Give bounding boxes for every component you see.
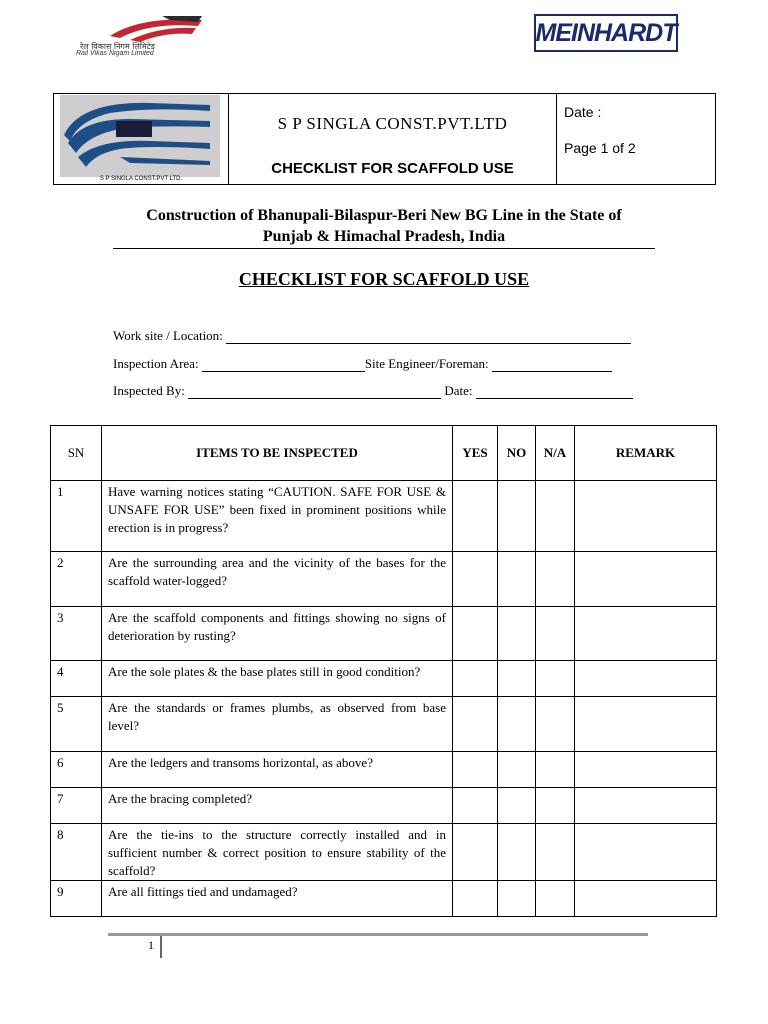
col-header-remark: REMARK xyxy=(575,426,717,481)
table-row xyxy=(51,788,717,824)
inspection-area-field[interactable] xyxy=(202,359,365,372)
col-header-no: NO xyxy=(498,426,536,481)
na-cell[interactable] xyxy=(536,824,575,881)
site-engineer-field[interactable] xyxy=(492,359,612,372)
company-logo xyxy=(60,95,220,177)
header-title-cell xyxy=(229,94,557,184)
table-row xyxy=(51,552,717,607)
project-title-line1: Construction of Bhanupali-Bilaspur-Beri New BG Line in the State of xyxy=(146,207,622,224)
header-subtitle: CHECKLIST FOR SCAFFOLD USE xyxy=(271,160,514,177)
row-sn: 2 xyxy=(51,552,102,607)
na-cell[interactable] xyxy=(536,788,575,824)
table-row xyxy=(51,481,717,552)
header-date-label: Date : xyxy=(564,104,602,120)
rvnl-logo-text: रेल विकास निगम लिमिटेड xyxy=(80,42,155,51)
row-item: Are the tie-ins to the structure correctly installed and in sufficient number & correct position to ensure stability of the scaffold? xyxy=(102,824,453,881)
header-page-label: Page 1 of 2 xyxy=(564,140,636,156)
remark-cell[interactable] xyxy=(575,607,717,661)
table-row xyxy=(51,607,717,661)
row-item: Are the standards or frames plumbs, as observed from base level? xyxy=(102,697,453,752)
remark-cell[interactable] xyxy=(575,661,717,697)
meinhardt-logo xyxy=(534,14,678,52)
footer-page-number: 1 xyxy=(148,938,154,952)
rvnl-emblem-icon xyxy=(70,14,215,44)
remark-cell[interactable] xyxy=(575,481,717,552)
site-engineer-label: Site Engineer/Foreman: xyxy=(364,356,489,371)
table-row xyxy=(51,824,717,881)
no-cell[interactable] xyxy=(498,661,536,697)
rvnl-logo xyxy=(70,14,215,58)
remark-cell[interactable] xyxy=(575,824,717,881)
work-site-label: Work site / Location: xyxy=(113,328,223,343)
row-item: Are the scaffold components and fittings showing no signs of deterioration by rusting? xyxy=(102,607,453,661)
yes-cell[interactable] xyxy=(453,881,498,917)
row-sn: 4 xyxy=(51,661,102,697)
main-heading-text: CHECKLIST FOR SCAFFOLD USE xyxy=(238,269,530,289)
footer-bar xyxy=(160,936,162,958)
form-date-label: Date: xyxy=(444,383,473,398)
main-heading xyxy=(0,269,768,290)
na-cell[interactable] xyxy=(536,752,575,788)
col-header-sn: SN xyxy=(51,426,102,481)
table-row xyxy=(51,752,717,788)
work-site-row xyxy=(113,328,631,344)
inspected-by-row xyxy=(113,383,633,399)
table-row xyxy=(51,661,717,697)
remark-cell[interactable] xyxy=(575,752,717,788)
row-item: Are the ledgers and transoms horizontal, as above? xyxy=(102,752,453,788)
na-cell[interactable] xyxy=(536,552,575,607)
row-sn: 1 xyxy=(51,481,102,552)
project-title xyxy=(113,205,655,249)
remark-cell[interactable] xyxy=(575,788,717,824)
row-item: Are the sole plates & the base plates still in good condition? xyxy=(102,661,453,697)
na-cell[interactable] xyxy=(536,697,575,752)
footer-divider xyxy=(108,933,648,936)
no-cell[interactable] xyxy=(498,481,536,552)
na-cell[interactable] xyxy=(536,607,575,661)
company-swoosh-icon xyxy=(60,95,220,177)
row-sn: 9 xyxy=(51,881,102,917)
inspection-area-row xyxy=(113,356,612,372)
no-cell[interactable] xyxy=(498,752,536,788)
no-cell[interactable] xyxy=(498,607,536,661)
col-header-yes: YES xyxy=(453,426,498,481)
yes-cell[interactable] xyxy=(453,788,498,824)
company-logo-caption: S P SINGLA CONST.PVT LTD. xyxy=(99,176,183,182)
company-logo-cell xyxy=(54,94,229,184)
row-item: Are the bracing completed? xyxy=(102,788,453,824)
table-row xyxy=(51,881,717,917)
no-cell[interactable] xyxy=(498,552,536,607)
row-item: Have warning notices stating “CAUTION. SAFE FOR USE & UNSAFE FOR USE” been fixed in prominent positions while erection is in progress? xyxy=(102,481,453,552)
row-sn: 8 xyxy=(51,824,102,881)
inspected-by-field[interactable] xyxy=(188,386,441,399)
yes-cell[interactable] xyxy=(453,752,498,788)
inspection-area-label: Inspection Area: xyxy=(113,356,199,371)
remark-cell[interactable] xyxy=(575,697,717,752)
meinhardt-logo-text: MEINHARDT xyxy=(535,18,677,47)
document-header xyxy=(53,93,716,185)
row-sn: 6 xyxy=(51,752,102,788)
col-header-items: ITEMS TO BE INSPECTED xyxy=(102,426,453,481)
no-cell[interactable] xyxy=(498,881,536,917)
na-cell[interactable] xyxy=(536,661,575,697)
yes-cell[interactable] xyxy=(453,697,498,752)
no-cell[interactable] xyxy=(498,788,536,824)
yes-cell[interactable] xyxy=(453,824,498,881)
na-cell[interactable] xyxy=(536,481,575,552)
no-cell[interactable] xyxy=(498,824,536,881)
work-site-field[interactable] xyxy=(226,331,631,344)
yes-cell[interactable] xyxy=(453,607,498,661)
yes-cell[interactable] xyxy=(453,552,498,607)
yes-cell[interactable] xyxy=(453,661,498,697)
remark-cell[interactable] xyxy=(575,881,717,917)
col-header-na: N/A xyxy=(536,426,575,481)
row-item: Are the surrounding area and the vicinity of the bases for the scaffold water-logged? xyxy=(102,552,453,607)
inspected-by-label: Inspected By: xyxy=(113,383,185,398)
row-sn: 5 xyxy=(51,697,102,752)
row-item: Are all fittings tied and undamaged? xyxy=(102,881,453,917)
rvnl-logo-subtext: Rail Vikas Nigam Limited xyxy=(76,50,154,57)
row-sn: 3 xyxy=(51,607,102,661)
no-cell[interactable] xyxy=(498,697,536,752)
remark-cell[interactable] xyxy=(575,552,717,607)
form-date-field[interactable] xyxy=(476,386,633,399)
company-name: S P SINGLA CONST.PVT.LTD xyxy=(277,114,508,133)
row-sn: 7 xyxy=(51,788,102,824)
table-header-row xyxy=(51,426,717,481)
na-cell[interactable] xyxy=(536,881,575,917)
table-row xyxy=(51,697,717,752)
yes-cell[interactable] xyxy=(453,481,498,552)
project-title-line2: Punjab & Himachal Pradesh, India xyxy=(262,228,506,245)
checklist-table xyxy=(50,425,717,917)
